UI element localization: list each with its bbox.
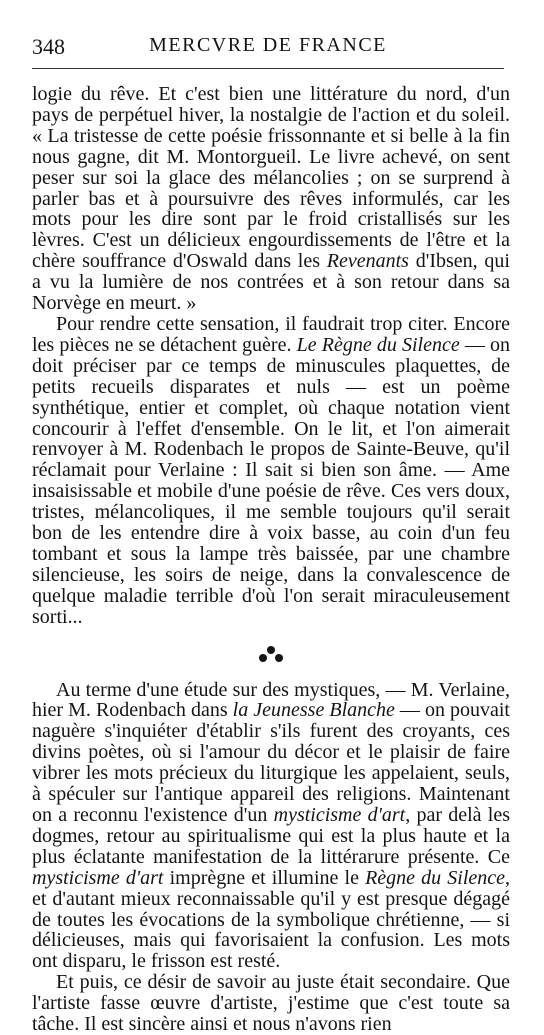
italic-title-span: mysticisme d'art: [273, 804, 406, 826]
running-head: MERCVRE DE FRANCE: [149, 34, 387, 56]
paragraph: [32, 680, 510, 973]
text-span: — on pouvait naguère s'inquiéter d'établir s'ils furent des croyants, ces divins poètes, où si l'amour du décor et le plaisir de faire vibrer les mots précieux du liturgique les appelaient, seuls, à spéculer sur l'antique appareil des religions. Maintenant on a reconnu l'existence d'un: [32, 699, 510, 826]
text-span: Pour rendre cette sensation, il faudrait trop citer. Encore les pièces ne se détachent guère.: [32, 312, 510, 356]
asterism-dot-icon: [275, 654, 283, 662]
section-separator-asterism: [32, 628, 510, 680]
italic-title-span: Règne du Silence: [365, 866, 506, 889]
paragraph: [32, 314, 510, 628]
italic-title-span: mysticisme d'art: [32, 866, 164, 889]
text-span: logie du rêve. Et c'est bien une littérature du nord, d'un pays de perpétuel hiver, la nostalgie de l'action et du soleil. « La tristesse de cette poésie frissonnante et si belle à la fin nous gagne, dit M. Montorgueil. Le livre achevé, on sent peser sur soi la glace des mélancolies ; on se surprend à parler bas et à poursuivre des rêves informulés, car les mots pour les dire sont par le froid cristallisés sur les lèvres. C'est un délicieux engourdissements de l'être et la chère souffrance d'Oswald dans les: [32, 83, 510, 273]
page-body: [32, 84, 510, 1035]
text-span: , et d'autant mieux reconnaissable qu'il y est presque dégagé de toutes les évocations de la symbolique chrétienne, — si délicieuses, mais qui favorisaient la confusion. Les mots ont disparu, le frisson est resté.: [32, 866, 511, 973]
page-number: 348: [32, 34, 65, 59]
paragraph: [32, 972, 510, 1035]
text-span: Au terme d'une étude sur des mystiques, — M. Verlaine, hier M. Rodenbach dans: [32, 678, 510, 722]
italic-title-span: la Jeunesse Blanche: [232, 699, 395, 722]
italic-title-span: Le Règne du Silence: [296, 333, 460, 356]
text-span: , par delà les dogmes, retour au spiritualisme qui est la plus haute et la plus éclatante manifestation de la littérarure présente. Ce: [32, 804, 510, 868]
paragraph: [32, 84, 510, 314]
italic-title-span: Revenants: [326, 250, 409, 273]
page-header: [32, 34, 504, 69]
text-span: imprègne et illumine le: [163, 866, 366, 889]
asterism-dot-icon: [259, 654, 267, 662]
text-span: d'Ibsen, qui a vu la lumière de nos contrées et à son retour dans sa Norvège en meurt. »: [32, 250, 510, 315]
text-span: Et puis, ce désir de savoir au juste était secondaire. Que l'artiste fasse œuvre d'artiste, j'estime que c'est toute sa tâche. Il est sincère ainsi et nous n'avons rien: [32, 971, 510, 1035]
asterism-dot-icon: [267, 646, 275, 654]
text-span: — on doit préciser par ce temps de minuscules plaquettes, de petits recueils disparates et nuls — est un poème synthétique, entier et complet, où chaque notation vient concourir à l'effet d'ensemble. On le lit, et l'on aimerait renvoyer à M. Rodenbach le propos de Sainte-Beuve, qu'il réclamait pour Verlaine : Il sait si bien son âme. — Ame insaisissable et mobile d'une poésie de rêve. Ces vers doux, tristes, mélancoliques, il me semble toujours qu'il serait bon de les entendre dire à voix basse, au coin d'un feu tombant et sous la lampe très baissée, par une chambre silencieuse, les soirs de neige, dans la convalescence de quelque maladie terrible d'où l'on serait miraculeusement sorti...: [32, 333, 511, 628]
